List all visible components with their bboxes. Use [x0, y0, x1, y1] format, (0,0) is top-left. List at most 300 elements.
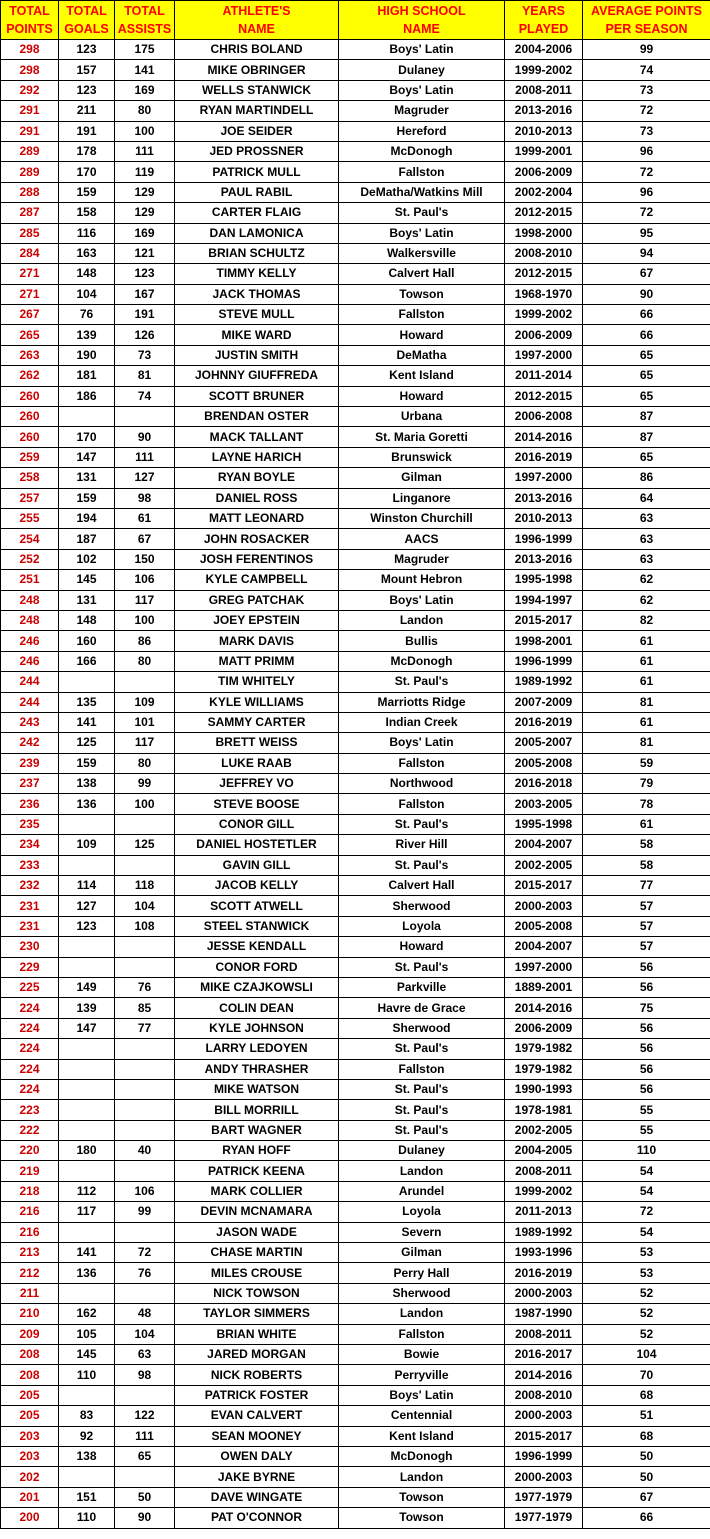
years-played-cell: 1997-2000 [505, 345, 583, 365]
total-assists-cell: 117 [115, 590, 175, 610]
athlete-name-cell: PAT O'CONNOR [175, 1508, 339, 1528]
table-header [1, 1, 710, 40]
table-row [1, 1487, 710, 1507]
total-goals-cell: 138 [59, 774, 115, 794]
years-played-cell: 2014-2016 [505, 1365, 583, 1385]
total-goals-cell [59, 407, 115, 427]
total-points-cell: 288 [1, 182, 59, 202]
average-points-cell: 81 [583, 733, 710, 753]
table-row [1, 1426, 710, 1446]
athlete-name-cell: MARK DAVIS [175, 631, 339, 651]
athlete-name-cell: SCOTT BRUNER [175, 386, 339, 406]
high-school-cell: Gilman [339, 468, 505, 488]
table-row [1, 794, 710, 814]
years-played-cell: 1994-1997 [505, 590, 583, 610]
high-school-cell: St. Paul's [339, 855, 505, 875]
athlete-name-cell: CHASE MARTIN [175, 1243, 339, 1263]
average-points-cell: 56 [583, 977, 710, 997]
athlete-name-cell: JOEY EPSTEIN [175, 610, 339, 630]
total-assists-cell: 150 [115, 549, 175, 569]
athlete-name-cell: KYLE WILLIAMS [175, 692, 339, 712]
years-played-cell: 2002-2005 [505, 855, 583, 875]
athlete-name-cell: RYAN BOYLE [175, 468, 339, 488]
years-played-cell: 2008-2011 [505, 1161, 583, 1181]
total-assists-cell: 81 [115, 366, 175, 386]
average-points-cell: 61 [583, 672, 710, 692]
total-goals-cell: 123 [59, 80, 115, 100]
table-row [1, 1059, 710, 1079]
years-played-cell: 2012-2015 [505, 386, 583, 406]
years-played-cell: 2000-2003 [505, 1283, 583, 1303]
total-points-cell: 205 [1, 1406, 59, 1426]
athlete-name-cell: DAVE WINGATE [175, 1487, 339, 1507]
years-played-cell: 1997-2000 [505, 957, 583, 977]
table-row [1, 1181, 710, 1201]
athlete-name-cell: JED PROSSNER [175, 141, 339, 161]
years-played-cell: 2000-2003 [505, 1467, 583, 1487]
average-points-cell: 50 [583, 1446, 710, 1466]
high-school-cell: Dulaney [339, 60, 505, 80]
high-school-cell: St. Paul's [339, 814, 505, 834]
athlete-name-cell: MIKE OBRINGER [175, 60, 339, 80]
years-played-cell: 1987-1990 [505, 1304, 583, 1324]
high-school-cell: Boys' Latin [339, 80, 505, 100]
table-row [1, 223, 710, 243]
table-row [1, 774, 710, 794]
average-points-cell: 53 [583, 1263, 710, 1283]
years-played-cell: 2013-2016 [505, 101, 583, 121]
total-assists-cell: 175 [115, 40, 175, 60]
total-points-cell: 202 [1, 1467, 59, 1487]
total-assists-cell: 77 [115, 1018, 175, 1038]
table-row [1, 1406, 710, 1426]
high-school-cell: St. Paul's [339, 672, 505, 692]
total-assists-cell [115, 1079, 175, 1099]
years-played-cell: 2014-2016 [505, 998, 583, 1018]
total-points-cell: 224 [1, 1039, 59, 1059]
high-school-cell: Gilman [339, 1243, 505, 1263]
athlete-name-cell: STEVE BOOSE [175, 794, 339, 814]
table-row [1, 182, 710, 202]
high-school-cell: Perry Hall [339, 1263, 505, 1283]
table-row [1, 937, 710, 957]
total-points-cell: 210 [1, 1304, 59, 1324]
total-assists-cell: 129 [115, 203, 175, 223]
total-points-cell: 211 [1, 1283, 59, 1303]
table-row [1, 1304, 710, 1324]
header-high-school: HIGH SCHOOL NAME [339, 1, 505, 40]
total-points-cell: 265 [1, 325, 59, 345]
years-played-cell: 2015-2017 [505, 610, 583, 630]
years-played-cell: 1998-2000 [505, 223, 583, 243]
table-row [1, 977, 710, 997]
table-row [1, 1508, 710, 1528]
average-points-cell: 63 [583, 529, 710, 549]
total-points-cell: 220 [1, 1141, 59, 1161]
total-assists-cell: 123 [115, 264, 175, 284]
total-goals-cell: 123 [59, 916, 115, 936]
total-assists-cell: 129 [115, 182, 175, 202]
high-school-cell: Sherwood [339, 896, 505, 916]
total-goals-cell: 141 [59, 1243, 115, 1263]
total-points-cell: 237 [1, 774, 59, 794]
total-points-cell: 232 [1, 876, 59, 896]
athlete-name-cell: OWEN DALY [175, 1446, 339, 1466]
years-played-cell: 2010-2013 [505, 121, 583, 141]
average-points-cell: 110 [583, 1141, 710, 1161]
years-played-cell: 1989-1992 [505, 672, 583, 692]
total-goals-cell: 145 [59, 570, 115, 590]
average-points-cell: 67 [583, 1487, 710, 1507]
total-assists-cell: 76 [115, 977, 175, 997]
athlete-name-cell: MIKE WARD [175, 325, 339, 345]
years-played-cell: 2011-2013 [505, 1202, 583, 1222]
total-points-cell: 260 [1, 386, 59, 406]
years-played-cell: 2004-2005 [505, 1141, 583, 1161]
total-assists-cell [115, 1120, 175, 1140]
table-row [1, 121, 710, 141]
total-points-cell: 271 [1, 264, 59, 284]
total-points-cell: 242 [1, 733, 59, 753]
table-row [1, 733, 710, 753]
total-goals-cell [59, 937, 115, 957]
average-points-cell: 65 [583, 447, 710, 467]
high-school-cell: Winston Churchill [339, 508, 505, 528]
total-assists-cell: 109 [115, 692, 175, 712]
athlete-name-cell: RYAN HOFF [175, 1141, 339, 1161]
table-row [1, 407, 710, 427]
average-points-cell: 56 [583, 1059, 710, 1079]
total-assists-cell [115, 1283, 175, 1303]
total-points-cell: 235 [1, 814, 59, 834]
total-assists-cell: 63 [115, 1345, 175, 1365]
high-school-cell: River Hill [339, 835, 505, 855]
athlete-name-cell: TIMMY KELLY [175, 264, 339, 284]
high-school-cell: Boys' Latin [339, 223, 505, 243]
average-points-cell: 62 [583, 590, 710, 610]
high-school-cell: Sherwood [339, 1283, 505, 1303]
high-school-cell: Boys' Latin [339, 590, 505, 610]
total-assists-cell: 100 [115, 610, 175, 630]
table-row [1, 916, 710, 936]
total-assists-cell: 65 [115, 1446, 175, 1466]
total-points-cell: 219 [1, 1161, 59, 1181]
total-assists-cell: 169 [115, 223, 175, 243]
total-assists-cell: 100 [115, 794, 175, 814]
total-points-cell: 230 [1, 937, 59, 957]
years-played-cell: 1977-1979 [505, 1487, 583, 1507]
total-points-cell: 213 [1, 1243, 59, 1263]
header-total-goals: TOTAL GOALS [59, 1, 115, 40]
years-played-cell: 2005-2008 [505, 753, 583, 773]
total-goals-cell: 135 [59, 692, 115, 712]
total-points-cell: 257 [1, 488, 59, 508]
total-goals-cell: 147 [59, 1018, 115, 1038]
total-assists-cell: 119 [115, 162, 175, 182]
table-row [1, 529, 710, 549]
total-goals-cell [59, 1161, 115, 1181]
total-assists-cell: 86 [115, 631, 175, 651]
average-points-cell: 81 [583, 692, 710, 712]
high-school-cell: Sherwood [339, 1018, 505, 1038]
total-points-cell: 271 [1, 284, 59, 304]
years-played-cell: 2008-2010 [505, 1385, 583, 1405]
average-points-cell: 66 [583, 325, 710, 345]
table-row [1, 814, 710, 834]
total-assists-cell [115, 1039, 175, 1059]
total-goals-cell [59, 814, 115, 834]
table-row [1, 1202, 710, 1222]
total-points-cell: 251 [1, 570, 59, 590]
total-assists-cell: 104 [115, 1324, 175, 1344]
years-played-cell: 1996-1999 [505, 529, 583, 549]
total-goals-cell: 159 [59, 753, 115, 773]
total-assists-cell: 85 [115, 998, 175, 1018]
athlete-name-cell: BILL MORRILL [175, 1100, 339, 1120]
average-points-cell: 67 [583, 264, 710, 284]
total-points-cell: 267 [1, 305, 59, 325]
total-goals-cell [59, 1100, 115, 1120]
average-points-cell: 61 [583, 631, 710, 651]
athlete-name-cell: LARRY LEDOYEN [175, 1039, 339, 1059]
athlete-name-cell: JARED MORGAN [175, 1345, 339, 1365]
table-row [1, 570, 710, 590]
total-assists-cell: 111 [115, 141, 175, 161]
athlete-name-cell: JACOB KELLY [175, 876, 339, 896]
total-points-cell: 212 [1, 1263, 59, 1283]
years-played-cell: 2016-2018 [505, 774, 583, 794]
years-played-cell: 1968-1970 [505, 284, 583, 304]
athlete-name-cell: PATRICK MULL [175, 162, 339, 182]
total-assists-cell: 99 [115, 774, 175, 794]
athlete-name-cell: DAN LAMONICA [175, 223, 339, 243]
years-played-cell: 2016-2019 [505, 447, 583, 467]
average-points-cell: 50 [583, 1467, 710, 1487]
athlete-name-cell: MATT LEONARD [175, 508, 339, 528]
athlete-name-cell: STEVE MULL [175, 305, 339, 325]
average-points-cell: 55 [583, 1100, 710, 1120]
high-school-cell: Kent Island [339, 1426, 505, 1446]
athlete-name-cell: LUKE RAAB [175, 753, 339, 773]
athlete-name-cell: BRIAN SCHULTZ [175, 243, 339, 263]
average-points-cell: 54 [583, 1161, 710, 1181]
total-points-cell: 224 [1, 1079, 59, 1099]
high-school-cell: Parkville [339, 977, 505, 997]
high-school-cell: St. Paul's [339, 1100, 505, 1120]
total-assists-cell: 100 [115, 121, 175, 141]
years-played-cell: 2015-2017 [505, 876, 583, 896]
average-points-cell: 65 [583, 386, 710, 406]
total-goals-cell [59, 1039, 115, 1059]
high-school-cell: Magruder [339, 549, 505, 569]
average-points-cell: 62 [583, 570, 710, 590]
total-goals-cell: 136 [59, 794, 115, 814]
high-school-cell: St. Paul's [339, 1079, 505, 1099]
high-school-cell: Walkersville [339, 243, 505, 263]
table-row [1, 447, 710, 467]
years-played-cell: 2005-2008 [505, 916, 583, 936]
total-points-cell: 229 [1, 957, 59, 977]
total-goals-cell: 136 [59, 1263, 115, 1283]
athlete-name-cell: JACK THOMAS [175, 284, 339, 304]
total-assists-cell: 118 [115, 876, 175, 896]
table-row [1, 243, 710, 263]
high-school-cell: Havre de Grace [339, 998, 505, 1018]
total-goals-cell: 170 [59, 162, 115, 182]
table-body [1, 40, 710, 1529]
average-points-cell: 56 [583, 957, 710, 977]
total-goals-cell: 109 [59, 835, 115, 855]
average-points-cell: 65 [583, 366, 710, 386]
table-row [1, 386, 710, 406]
table-row [1, 1345, 710, 1365]
athlete-name-cell: TAYLOR SIMMERS [175, 1304, 339, 1324]
years-played-cell: 2016-2017 [505, 1345, 583, 1365]
total-goals-cell: 139 [59, 998, 115, 1018]
table-row [1, 590, 710, 610]
athlete-name-cell: DEVIN MCNAMARA [175, 1202, 339, 1222]
total-goals-cell: 148 [59, 264, 115, 284]
high-school-cell: McDonogh [339, 1446, 505, 1466]
years-played-cell: 2005-2007 [505, 733, 583, 753]
total-assists-cell: 98 [115, 488, 175, 508]
years-played-cell: 1995-1998 [505, 814, 583, 834]
table-row [1, 468, 710, 488]
average-points-cell: 57 [583, 896, 710, 916]
high-school-cell: Fallston [339, 753, 505, 773]
total-points-cell: 260 [1, 407, 59, 427]
total-goals-cell [59, 1385, 115, 1405]
table-row [1, 141, 710, 161]
years-played-cell: 2016-2019 [505, 1263, 583, 1283]
total-assists-cell [115, 1385, 175, 1405]
header-row [1, 1, 710, 40]
total-assists-cell [115, 407, 175, 427]
years-played-cell: 2011-2014 [505, 366, 583, 386]
total-points-cell: 222 [1, 1120, 59, 1140]
table-row [1, 651, 710, 671]
table-row [1, 835, 710, 855]
total-goals-cell [59, 1283, 115, 1303]
athlete-name-cell: NICK ROBERTS [175, 1365, 339, 1385]
table-row [1, 305, 710, 325]
years-played-cell: 2006-2009 [505, 1018, 583, 1038]
high-school-cell: Marriotts Ridge [339, 692, 505, 712]
average-points-cell: 54 [583, 1222, 710, 1242]
years-played-cell: 2006-2009 [505, 162, 583, 182]
total-goals-cell: 92 [59, 1426, 115, 1446]
total-assists-cell [115, 1467, 175, 1487]
athlete-name-cell: JOHNNY GIUFFREDA [175, 366, 339, 386]
total-goals-cell [59, 1222, 115, 1242]
total-assists-cell: 108 [115, 916, 175, 936]
total-goals-cell: 83 [59, 1406, 115, 1426]
athlete-name-cell: CARTER FLAIG [175, 203, 339, 223]
high-school-cell: St. Paul's [339, 1120, 505, 1140]
total-assists-cell: 141 [115, 60, 175, 80]
table-row [1, 427, 710, 447]
total-goals-cell [59, 1120, 115, 1140]
table-row [1, 1324, 710, 1344]
high-school-cell: Howard [339, 386, 505, 406]
total-points-cell: 287 [1, 203, 59, 223]
years-played-cell: 2004-2007 [505, 937, 583, 957]
total-points-cell: 208 [1, 1365, 59, 1385]
average-points-cell: 52 [583, 1283, 710, 1303]
total-assists-cell: 106 [115, 570, 175, 590]
total-assists-cell: 80 [115, 651, 175, 671]
total-goals-cell: 131 [59, 468, 115, 488]
total-assists-cell [115, 672, 175, 692]
athlete-name-cell: BRETT WEISS [175, 733, 339, 753]
athlete-name-cell: BRENDAN OSTER [175, 407, 339, 427]
total-points-cell: 234 [1, 835, 59, 855]
total-assists-cell [115, 855, 175, 875]
total-goals-cell: 145 [59, 1345, 115, 1365]
total-assists-cell [115, 937, 175, 957]
total-points-cell: 254 [1, 529, 59, 549]
high-school-cell: St. Paul's [339, 203, 505, 223]
total-goals-cell: 141 [59, 712, 115, 732]
years-played-cell: 1997-2000 [505, 468, 583, 488]
average-points-cell: 74 [583, 60, 710, 80]
total-points-cell: 255 [1, 508, 59, 528]
total-assists-cell [115, 814, 175, 834]
average-points-cell: 58 [583, 835, 710, 855]
total-points-cell: 224 [1, 998, 59, 1018]
total-assists-cell: 80 [115, 753, 175, 773]
total-goals-cell [59, 855, 115, 875]
average-points-cell: 96 [583, 141, 710, 161]
total-goals-cell: 178 [59, 141, 115, 161]
total-assists-cell [115, 1222, 175, 1242]
total-assists-cell: 117 [115, 733, 175, 753]
total-goals-cell: 194 [59, 508, 115, 528]
average-points-cell: 59 [583, 753, 710, 773]
total-points-cell: 216 [1, 1202, 59, 1222]
years-played-cell: 2010-2013 [505, 508, 583, 528]
years-played-cell: 2008-2011 [505, 1324, 583, 1344]
average-points-cell: 61 [583, 651, 710, 671]
total-points-cell: 224 [1, 1059, 59, 1079]
high-school-cell: DeMatha/Watkins Mill [339, 182, 505, 202]
athlete-name-cell: MACK TALLANT [175, 427, 339, 447]
average-points-cell: 99 [583, 40, 710, 60]
table-row [1, 896, 710, 916]
total-assists-cell [115, 1161, 175, 1181]
total-assists-cell: 111 [115, 447, 175, 467]
table-row [1, 610, 710, 630]
total-assists-cell: 126 [115, 325, 175, 345]
total-points-cell: 263 [1, 345, 59, 365]
high-school-cell: Landon [339, 1161, 505, 1181]
average-points-cell: 72 [583, 162, 710, 182]
average-points-cell: 56 [583, 1018, 710, 1038]
high-school-cell: Calvert Hall [339, 876, 505, 896]
athlete-name-cell: TIM WHITELY [175, 672, 339, 692]
years-played-cell: 2000-2003 [505, 896, 583, 916]
athlete-name-cell: WELLS STANWICK [175, 80, 339, 100]
total-goals-cell: 76 [59, 305, 115, 325]
high-school-cell: DeMatha [339, 345, 505, 365]
total-goals-cell: 112 [59, 1181, 115, 1201]
total-points-cell: 259 [1, 447, 59, 467]
high-school-cell: Magruder [339, 101, 505, 121]
total-goals-cell: 157 [59, 60, 115, 80]
total-assists-cell: 106 [115, 1181, 175, 1201]
table-row [1, 855, 710, 875]
athlete-name-cell: KYLE JOHNSON [175, 1018, 339, 1038]
